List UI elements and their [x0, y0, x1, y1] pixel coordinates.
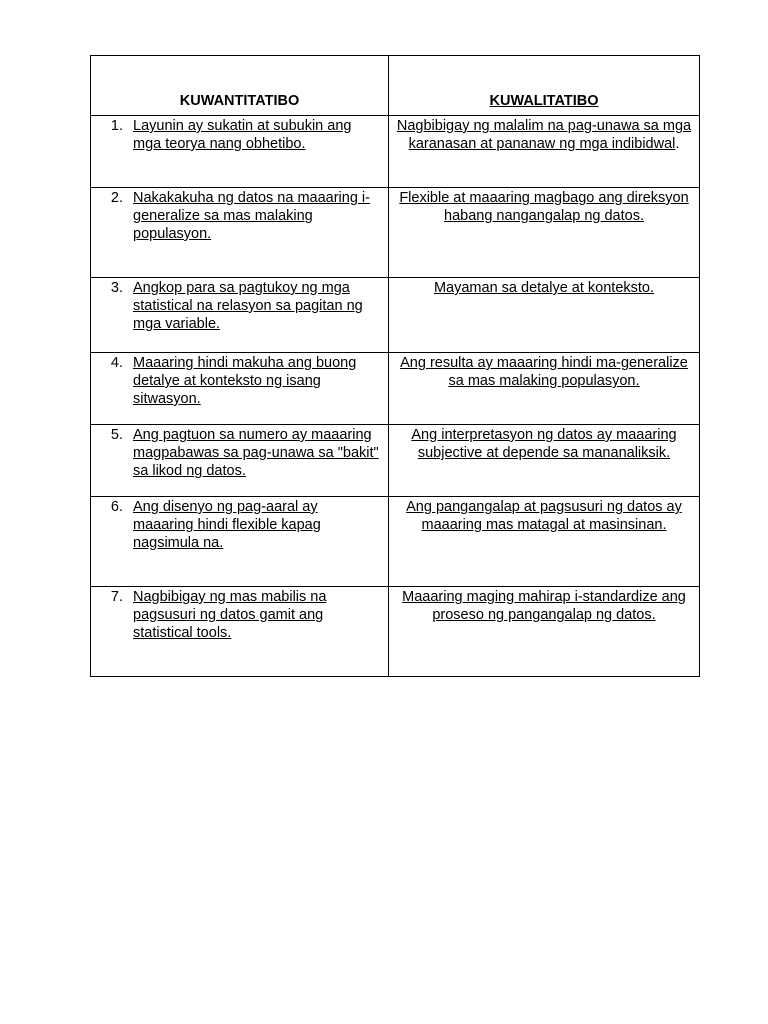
- comparison-table: [90, 55, 700, 677]
- table-row: [91, 353, 700, 425]
- qualitative-text: Maaaring maging mahirap i-standardize ang proseso ng pangangalap ng datos.: [402, 589, 686, 623]
- item-number: 7.: [110, 589, 123, 605]
- table-row: [91, 116, 700, 188]
- quantitative-text: Nakakakuha ng datos na maaaring i-generalize sa mas malaking populasyon.: [133, 190, 370, 242]
- header-qualitative-label: KUWALITATIBO: [489, 93, 599, 109]
- quantitative-text: Ang pagtuon sa numero ay maaaring magpabawas sa pag-unawa sa "bakit" sa likod ng datos.: [133, 427, 379, 479]
- qualitative-cell: [389, 278, 700, 353]
- qualitative-text: Ang pangangalap at pagsusuri ng datos ay maaaring mas matagal at masinsinan.: [406, 499, 682, 533]
- quantitative-text: Angkop para sa pagtukoy ng mga statistical na relasyon sa pagitan ng mga variable.: [133, 280, 363, 332]
- quantitative-cell: [91, 425, 389, 497]
- item-number: 4.: [110, 355, 123, 371]
- qualitative-text: Nagbibigay ng malalim na pag-unawa sa mga karanasan at pananaw ng mga indibidwal: [396, 118, 692, 152]
- qualitative-text: Mayaman sa detalye at konteksto.: [433, 280, 655, 296]
- quantitative-cell: [91, 188, 389, 278]
- qualitative-cell: [389, 425, 700, 497]
- header-quantitative-label: KUWANTITATIBO: [179, 93, 300, 109]
- qualitative-cell: [389, 353, 700, 425]
- table-row: [91, 587, 700, 677]
- quantitative-text: Layunin ay sukatin at subukin ang mga teorya nang obhetibo.: [133, 118, 352, 152]
- qualitative-text: Flexible at maaaring magbago ang direksyon habang nangangalap ng datos.: [399, 190, 689, 224]
- table-row: [91, 278, 700, 353]
- item-number: 5.: [110, 427, 123, 443]
- qualitative-cell: [389, 188, 700, 278]
- quantitative-text: Nagbibigay ng mas mabilis na pagsusuri ng datos gamit ang statistical tools.: [133, 589, 327, 641]
- header-qualitative: [389, 56, 700, 116]
- quantitative-cell: [91, 116, 389, 188]
- quantitative-text: Ang disenyo ng pag-aaral ay maaaring hindi flexible kapag nagsimula na.: [133, 499, 321, 551]
- qualitative-cell: [389, 116, 700, 188]
- item-number: 1.: [110, 118, 123, 134]
- table-row: [91, 425, 700, 497]
- quantitative-cell: [91, 278, 389, 353]
- qualitative-cell: [389, 497, 700, 587]
- header-quantitative: [91, 56, 389, 116]
- table-row: [91, 497, 700, 587]
- item-number: 3.: [110, 280, 123, 296]
- item-number: 2.: [110, 190, 123, 206]
- quantitative-cell: [91, 587, 389, 677]
- qualitative-text: Ang interpretasyon ng datos ay maaaring subjective at depende sa mananaliksik.: [411, 427, 677, 461]
- item-number: 6.: [110, 499, 123, 515]
- quantitative-cell: [91, 353, 389, 425]
- qualitative-text: Ang resulta ay maaaring hindi ma-generalize sa mas malaking populasyon.: [400, 355, 688, 389]
- table-row: [91, 188, 700, 278]
- quantitative-cell: [91, 497, 389, 587]
- quantitative-text: Maaaring hindi makuha ang buong detalye at konteksto ng isang sitwasyon.: [133, 355, 357, 407]
- qualitative-cell: [389, 587, 700, 677]
- qualitative-text-suffix: .: [675, 136, 680, 152]
- header-row: [91, 56, 700, 116]
